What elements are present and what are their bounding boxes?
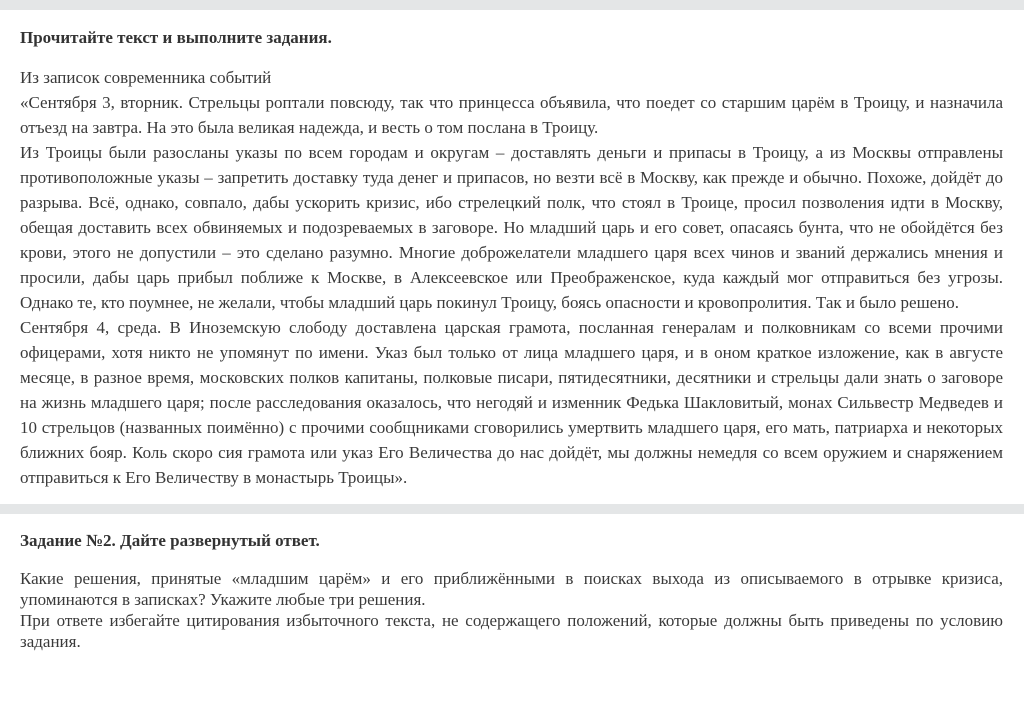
task-section (0, 514, 1024, 652)
top-divider (0, 0, 1024, 10)
task-question: Какие решения, принятые «младшим царём» и его приближёнными в поисках выхода из описываемого в отрывке кризиса, упоминаются в записках? Укажите любые три решения. (20, 569, 1003, 609)
task-note: При ответе избегайте цитирования избыточного текста, не содержащего положений, которые должны быть приведены по условию задания. (20, 611, 1003, 651)
source-caption: Из записок современника событий (20, 68, 272, 87)
reading-instruction: Прочитайте текст и выполните задания. (20, 28, 332, 47)
reading-text-section (0, 10, 1024, 498)
text-paragraph: Из Троицы были разосланы указы по всем городам и округам – доставлять деньги и припасы в Троицу, а из Москвы отправлены противоположные указы – запретить доставку туда денег и припасов, но везти всё в Москву, как прежде и обычно. Похоже, дойдёт до разрыва. Всё, однако, совпало, дабы ускорить кризис, ибо стрелецкий полк, что стоял в Троице, просил позволения идти в Москву, обещая доставить всех обвиняемых и подозреваемых в заговоре. Но младший царь и его совет, опасаясь бунта, что не обойдётся без крови, этого не допустили – это сделано разумно. Многие доброжелатели младшего царя всех чинов и званий держались мнения и просили, дабы царь прибыл поближе к Москве, в Алексеевское или Преображенское, куда каждый мог отправиться без угрозы. Однако те, кто поумнее, не желали, чтобы младший царь покинул Троицу, боясь опасности и кровопролития. Так и было решено. (20, 143, 1003, 312)
text-paragraph: Сентября 4, среда. В Иноземскую слободу доставлена царская грамота, посланная генералам и полковникам со всеми прочими офицерами, хотя никто не упомянут по имени. Указ был только от лица младшего царя, и в оном краткое изложение, как в августе месяце, в разное время, московских полков капитаны, полковые писари, пятидесятники, десятники и стрельцы дали знать о заговоре на жизнь младшего царя; после расследования оказалось, что негодяй и изменник Федька Шакловитый, монах Сильвестр Медведев и 10 стрельцов (названных поимённо) с прочими сообщниками сговорились умертвить младшего царя, его мать, патриарха и некоторых ближних бояр. Коль скоро сия грамота или указ Его Величества до нас дойдёт, мы должны немедля со всем оружием и снаряжением отправиться к Его Величеству в монастырь Троицы». (20, 318, 1003, 487)
section-divider (0, 504, 1024, 514)
text-paragraph: «Сентября 3, вторник. Стрельцы роптали повсюду, так что принцесса объявила, что поедет со старшим царём в Троицу, и назначила отъезд на завтра. На это была великая надежда, и весть о том послана в Троицу. (20, 93, 1003, 137)
task-title: Задание №2. Дайте развернутый ответ. (20, 531, 320, 550)
